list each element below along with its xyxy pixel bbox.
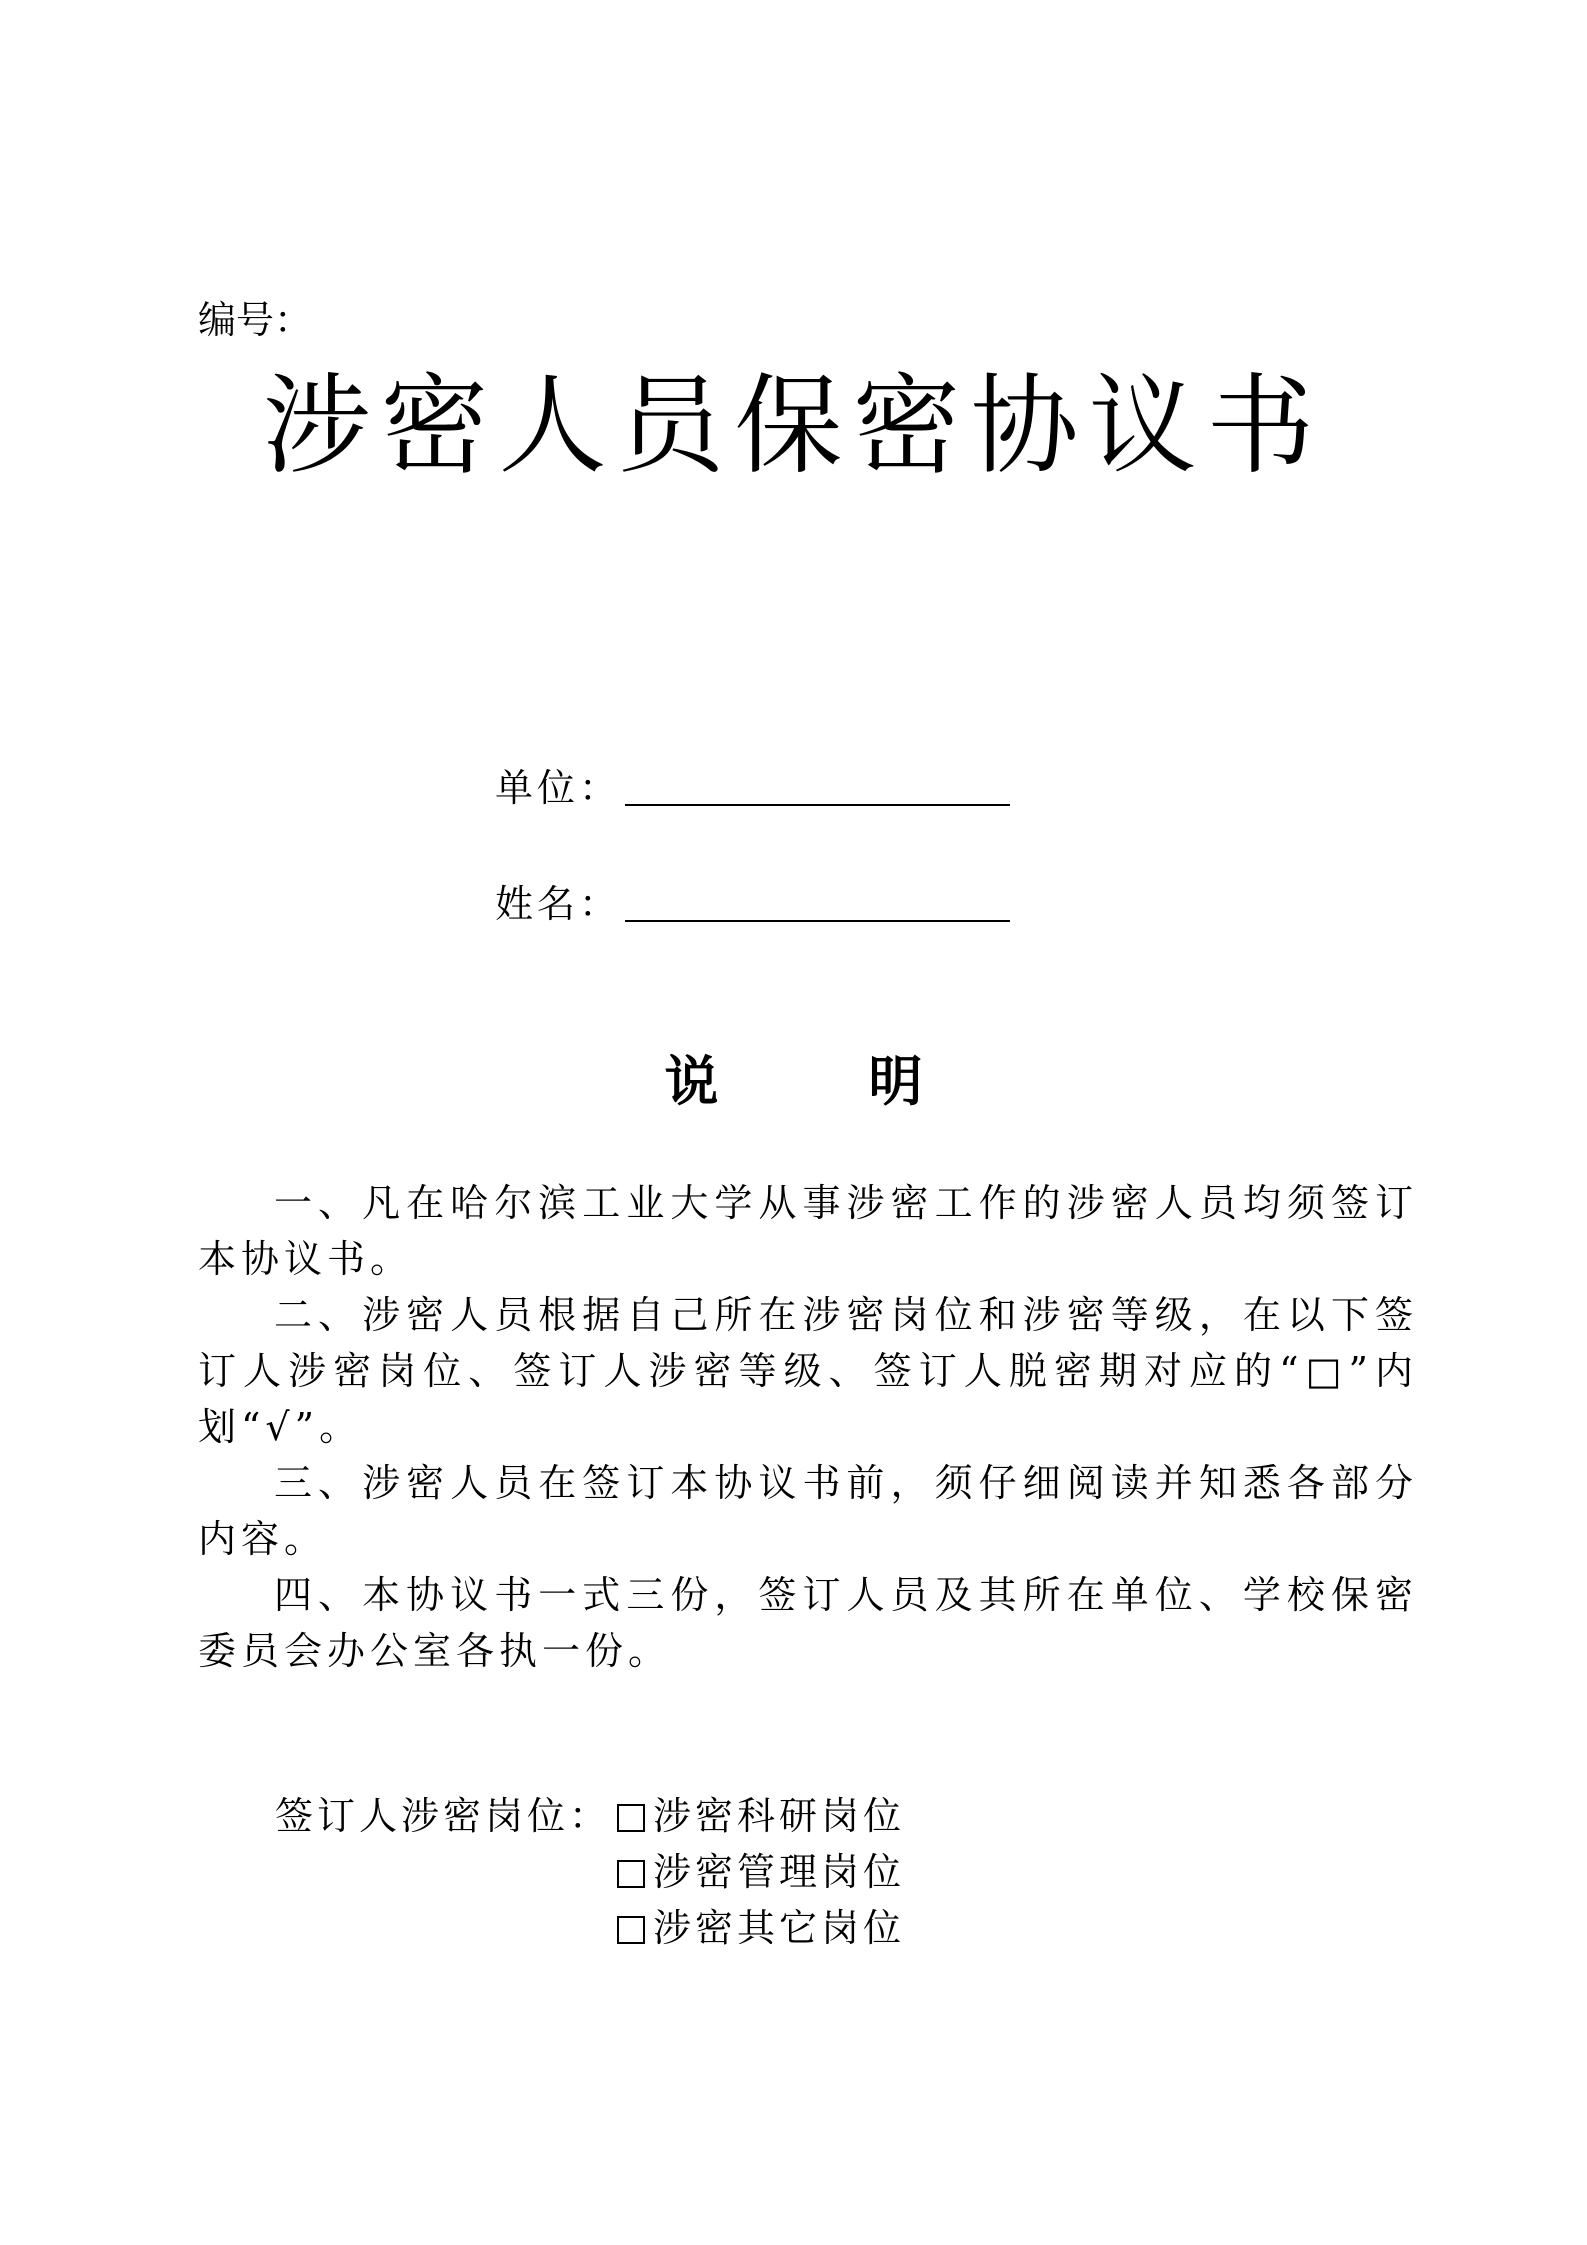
signatory-post-label: 签订人涉密岗位： bbox=[275, 1794, 612, 1838]
notes-item-3: 三、涉密人员在签订本协议书前，须仔细阅读并知悉各部分内容。 bbox=[198, 1461, 1418, 1561]
notes-heading: 说明 bbox=[664, 1049, 1073, 1113]
post-option-research[interactable] bbox=[617, 1788, 905, 1844]
serial-number-label: 编号： bbox=[198, 298, 313, 342]
unit-label: 单位： bbox=[495, 766, 622, 810]
notes-item-1: 一、凡在哈尔滨工业大学从事涉密工作的涉密人员均须签订本协议书。 bbox=[198, 1181, 1418, 1281]
post-option-label: 涉密管理岗位 bbox=[653, 1850, 906, 1894]
checkbox-icon[interactable] bbox=[617, 1916, 645, 1944]
checkbox-icon[interactable] bbox=[617, 1804, 645, 1832]
notes-item-4: 四、本协议书一式三份，签订人员及其所在单位、学校保密委员会办公室各执一份。 bbox=[198, 1573, 1418, 1673]
post-option-label: 涉密其它岗位 bbox=[653, 1906, 906, 1950]
unit-field bbox=[495, 762, 1010, 812]
notes-item-2: 二、涉密人员根据自己所在涉密岗位和涉密等级，在以下签订人涉密岗位、签订人涉密等级、签订人脱密期对应的“□”内划“√”。 bbox=[198, 1293, 1418, 1449]
post-option-label: 涉密科研岗位 bbox=[653, 1794, 906, 1838]
notes-body bbox=[198, 1175, 1418, 1679]
unit-fill-line[interactable] bbox=[625, 764, 1010, 806]
name-fill-line[interactable] bbox=[625, 880, 1010, 922]
checkbox-icon[interactable] bbox=[617, 1860, 645, 1888]
post-option-other[interactable] bbox=[617, 1900, 905, 1956]
document-title: 涉密人员保密协议书 bbox=[262, 364, 1325, 489]
signatory-post-options bbox=[617, 1788, 905, 1956]
name-label: 姓名： bbox=[495, 882, 622, 926]
name-field bbox=[495, 878, 1010, 928]
post-option-management[interactable] bbox=[617, 1844, 905, 1900]
